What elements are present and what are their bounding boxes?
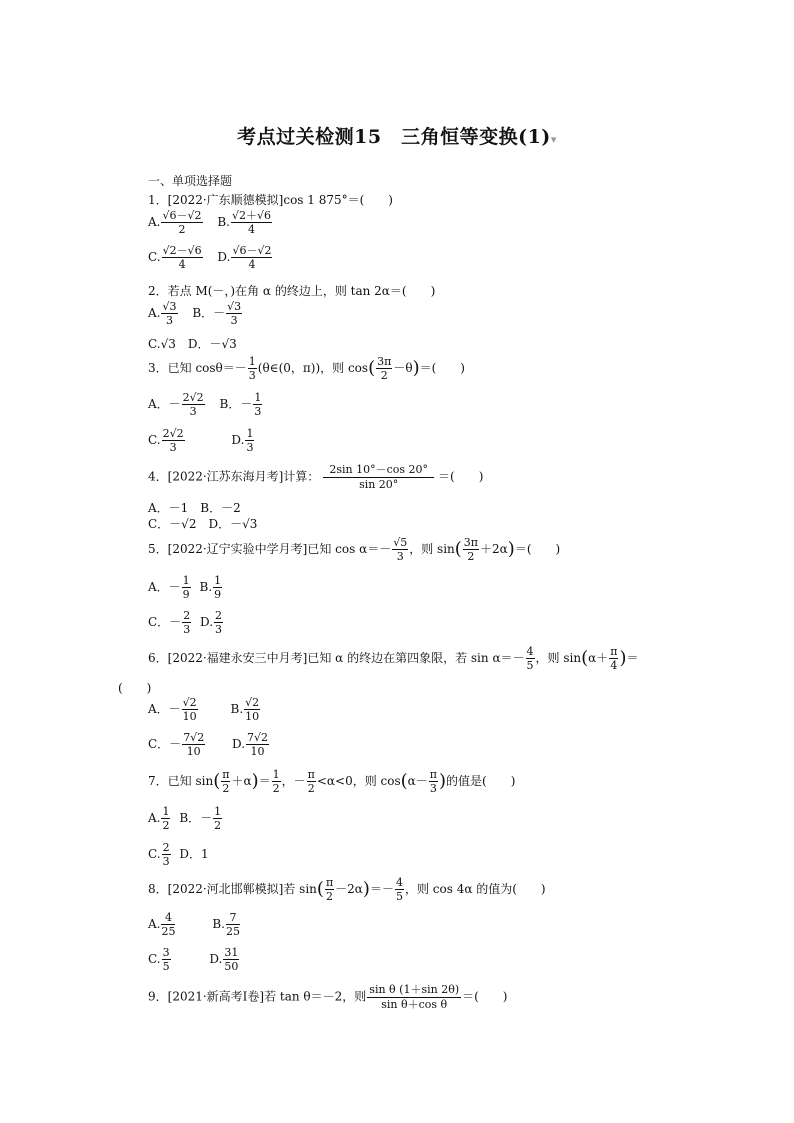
question-6-options-ab: A．－ $\frac{√2}{10}$ B. $\frac{√2}{10}$: [148, 696, 260, 723]
section-heading: 一、单项选择题: [148, 174, 233, 188]
fraction: $\frac{√2}{10}$: [182, 696, 197, 723]
fraction: $\frac{3\pi}{2}$: [463, 536, 479, 563]
question-4-options-cd: C．－√2 D．－√3: [148, 517, 258, 531]
question-1-options-cd: C. $\frac{√2-√6}{4}$ D. $\frac{√6-√2}{4}$: [148, 244, 272, 271]
question-9-stem: 9．[2021·新高考Ⅰ卷]若 tan θ＝－2，则 $\frac{\text{sin θ (1＋sin 2θ)}}{\text{sin θ＋cos θ}}$ ＝( ): [148, 983, 508, 1011]
fraction: $\frac{√6-√2}{2}$: [162, 209, 202, 236]
fraction: $\frac{√3}{3}$: [162, 300, 177, 327]
fraction: $\frac{\pi}{2}$: [222, 768, 230, 795]
fraction: $\frac{3}{5}$: [162, 946, 170, 973]
fraction: $\frac{√2+√6}{4}$: [231, 209, 271, 236]
dropdown-marker-icon: ▾: [550, 133, 557, 146]
fraction: $\frac{√2-√6}{4}$: [162, 244, 202, 271]
question-3-stem: 3．已知 cosθ＝－ $\frac{1}{3}$ (θ∈(0，π))，则 cos( $\frac{3\pi}{2}$ －θ)＝( ): [148, 355, 465, 382]
fraction: $\frac{1}{9}$: [214, 574, 222, 601]
question-6-stem: 6．[2022·福建永安三中月考]已知 α 的终边在第四象限，若 sin α＝－ $\frac{4}{5}$ ，则 sin(α＋ $\frac{\pi}{4}$ )＝: [148, 645, 639, 672]
question-1-stem: 1．[2022·广东顺德模拟]cos 1 875°＝( ): [148, 193, 393, 207]
fraction: $\frac{√6-√2}{4}$: [232, 244, 272, 271]
fraction: $\frac{4}{25}$: [161, 911, 176, 938]
fraction: $\frac{1}{9}$: [182, 574, 190, 601]
question-5-options-ab: A．－ $\frac{1}{9}$ B. $\frac{1}{9}$: [148, 574, 222, 601]
fraction: $\frac{2}{3}$: [215, 609, 223, 636]
question-8-stem: 8．[2022·河北邯郸模拟]若 sin( $\frac{\pi}{2}$ －2α)＝－ $\frac{4}{5}$ ，则 cos 4α 的值为( ): [148, 876, 546, 903]
fraction: $\frac{\pi}{3}$: [429, 768, 438, 795]
fraction: $\frac{1}{3}$: [248, 355, 256, 382]
fraction: $\frac{31}{50}$: [224, 946, 239, 973]
fraction: $\frac{7√2}{10}$: [247, 731, 269, 758]
fraction: $\frac{4}{5}$: [395, 876, 403, 903]
question-8-options-cd: C. $\frac{3}{5}$ D. $\frac{31}{50}$: [148, 946, 239, 973]
fraction: $\frac{√2}{10}$: [245, 696, 260, 723]
fraction: $\frac{\pi}{2}$: [325, 876, 334, 903]
fraction: $\frac{√5}{3}$: [393, 536, 408, 563]
fraction: $\frac{2√2}{3}$: [162, 427, 184, 454]
page-title: 考点过关检测15 三角恒等变换(1)▾: [237, 126, 557, 148]
fraction: $\frac{1}{2}$: [162, 805, 170, 832]
question-2-stem: 2．若点 M(－，)在角 α 的终边上，则 tan 2α＝( ): [148, 284, 436, 298]
question-6-options-cd: C．－ $\frac{7√2}{10}$ D. $\frac{7√2}{10}$: [148, 731, 269, 758]
fraction: $\frac{2}{3}$: [162, 841, 170, 868]
fraction: $\frac{2}{3}$: [183, 609, 191, 636]
question-4-options-ab: A．－1 B．－2: [148, 501, 241, 515]
question-1-options-ab: A. $\frac{√6-√2}{2}$ B. $\frac{√2+√6}{4}$: [148, 209, 271, 236]
fraction: $\frac{\pi}{4}$: [610, 645, 618, 672]
question-7-options-ab: A. $\frac{1}{2}$ B．－ $\frac{1}{2}$: [148, 805, 222, 832]
fraction: $\frac{4}{5}$: [526, 645, 534, 672]
question-7-stem: 7．已知 sin( $\frac{\pi}{2}$ ＋α)＝ $\frac{1}{2}$ ，－ $\frac{\pi}{2}$ <α<0，则 cos(α－ $\frac{\pi}{3}$ )的值是( ): [148, 768, 516, 795]
fraction: $\frac{1}{3}$: [246, 427, 254, 454]
fraction: $\frac{1}{3}$: [254, 391, 262, 418]
fraction: $\frac{7√2}{10}$: [183, 731, 205, 758]
fraction: $\frac{1}{2}$: [214, 805, 222, 832]
question-5-options-cd: C．－ $\frac{2}{3}$ D. $\frac{2}{3}$: [148, 609, 223, 636]
question-2-options-cd: C.√3 D．－√3: [148, 337, 237, 351]
question-3-options-cd: C. $\frac{2√2}{3}$ D. $\frac{1}{3}$: [148, 427, 254, 454]
fraction: $\frac{2√2}{3}$: [182, 391, 204, 418]
question-7-options-cd: C. $\frac{2}{3}$ D．1: [148, 841, 209, 868]
question-6-stem-wrap: ( ): [118, 681, 152, 695]
fraction: $\frac{7}{25}$: [225, 911, 240, 938]
fraction: $\frac{\text{sin θ (1＋sin 2θ)}}{\text{sin θ＋cos θ}}$: [369, 983, 460, 1011]
fraction: $\frac{√3}{3}$: [227, 300, 242, 327]
question-4-stem: 4．[2022·江苏东海月考]计算： $\frac{2\sin 10^\circ-\cos 20^\circ}{\sin 20^\circ}$ ＝( ): [148, 463, 484, 491]
fraction: $\frac{2\sin 10^\circ-\cos 20^\circ}{\sin 20^\circ}$: [323, 464, 434, 490]
question-2-options-ab: A. $\frac{√3}{3}$ B．－ $\frac{√3}{3}$: [148, 300, 242, 327]
question-5-stem: 5．[2022·辽宁实验中学月考]已知 cos α＝－ $\frac{√5}{3}$ ，则 sin( $\frac{3\pi}{2}$ ＋2α)＝( ): [148, 536, 561, 563]
fraction: $\frac{3\pi}{2}$: [377, 355, 392, 382]
question-8-options-ab: A. $\frac{4}{25}$ B. $\frac{7}{25}$: [148, 911, 240, 938]
fraction: $\frac{1}{2}$: [272, 768, 280, 795]
question-3-options-ab: A．－ $\frac{2√2}{3}$ B．－ $\frac{1}{3}$: [148, 391, 262, 418]
fraction: $\frac{\pi}{2}$: [307, 768, 315, 795]
